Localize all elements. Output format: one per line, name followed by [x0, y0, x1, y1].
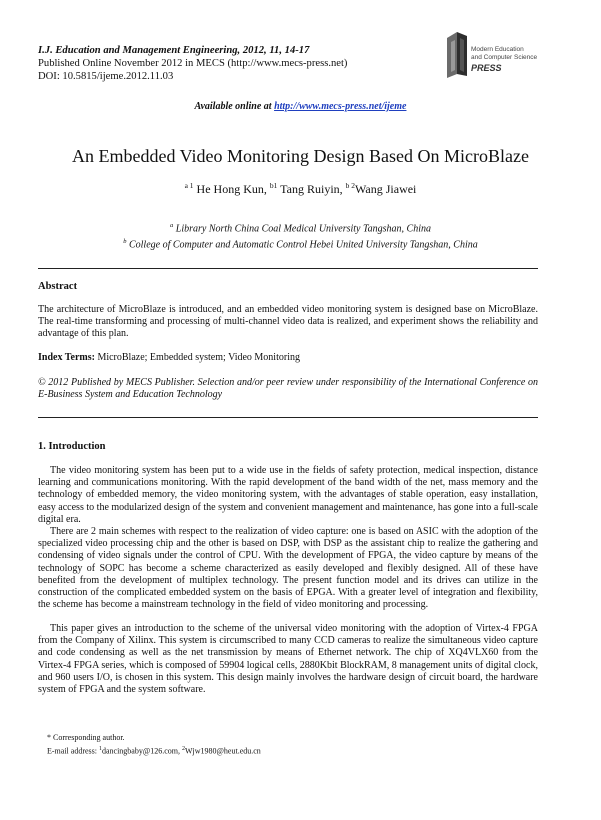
author-list: [0, 181, 601, 197]
affiliation-text: College of Computer and Automatic Control Hebei United University Tangshan, China: [128, 239, 478, 251]
author-name: He Hong Kun,: [196, 182, 267, 196]
divider: [38, 417, 538, 418]
doi: DOI: 10.5815/ijeme.2012.11.03: [38, 71, 174, 82]
affiliation: [0, 235, 601, 251]
mecs-press-logo: [445, 30, 555, 92]
affiliation-sup: b: [123, 238, 127, 246]
author-name: Wang Jiawei: [355, 182, 417, 196]
logo-line2: and Computer Science: [471, 54, 538, 61]
journal-citation: [38, 44, 418, 57]
divider: [38, 268, 538, 269]
email-address[interactable]: dancingbaby@126.com,: [101, 746, 180, 756]
introduction-heading: 1. Introduction: [38, 441, 106, 452]
journal-header: [38, 44, 418, 83]
abstract-heading: Abstract: [38, 281, 78, 292]
email-address[interactable]: Wjw1980@heut.edu.cn: [185, 746, 261, 756]
abstract-text: The architecture of MicroBlaze is introduced, and an embedded video monitoring system is designed base on MicroBlaze. The real-time transforming and processing of multi-channel video data is realized, and experiment shows the reliability and advantage of this plan.: [38, 304, 538, 340]
affiliations: [0, 219, 601, 252]
affiliation-sup: a: [170, 222, 174, 229]
affiliation: [0, 219, 601, 235]
author-sup: b 2: [345, 181, 356, 190]
index-terms: [38, 352, 538, 364]
email-label: E-mail address:: [47, 746, 97, 756]
index-terms-label: Index Terms:: [38, 352, 95, 363]
logo-line1: Modern Education: [471, 46, 524, 53]
footnote: [47, 733, 261, 757]
journal-link[interactable]: http://www.mecs-press.net/ijeme: [274, 101, 407, 112]
corresponding-author: * Corresponding author.: [47, 733, 125, 742]
index-terms-text: MicroBlaze; Embedded system; Video Monitoring: [97, 352, 300, 363]
logo-press: PRESS: [471, 63, 502, 73]
author-sup: b1: [269, 181, 278, 190]
email-sup: 1: [98, 745, 102, 752]
available-label: Available online at: [194, 101, 272, 112]
email-line: [47, 744, 261, 757]
paper-title: An Embedded Video Monitoring Design Based On MicroBlaze: [71, 146, 529, 166]
copyright-notice: © 2012 Published by MECS Publisher. Selection and/or peer review under responsibility of the International Conference on E-Business System and Education Technology: [38, 377, 538, 401]
author-name: Tang Ruiyin,: [280, 182, 343, 196]
available-online: [0, 101, 601, 112]
publication-info: Published Online November 2012 in MECS (http://www.mecs-press.net): [38, 58, 348, 69]
intro-paragraph: There are 2 main schemes with respect to the realization of video capture: one is based on ASIC with the adoption of the specialized video processing chip and the other is based on DSP, with DSP as the assistant chip to realize the gathering and condensing of video signals under the control of CPU. With the development of FPGA, the video capture by means of the technology of SOPC has become a scheme characterized as easily developed and flexibly designed. All of these have benefited from the development of multiplex technology. The present function model and its drives can utilize in the construction of the complicated embedded system on the basis of EPGA. With a greater level of integration and flexibility, the scheme has become a mainstream technology in the field of video monitoring and processing.: [38, 526, 538, 611]
affiliation-text: Library North China Coal Medical University Tangshan, China: [175, 223, 431, 235]
books-icon: [445, 30, 473, 80]
author-sup: a 1: [184, 181, 194, 190]
journal-year: 2012, 11, 14-17: [242, 45, 310, 56]
journal-name: I.J. Education and Management Engineering,: [38, 45, 241, 56]
email-sup: 2: [182, 745, 185, 752]
intro-paragraph: The video monitoring system has been put to a wide use in the fields of safety protection, medical inspection, distance learning and communications monitoring. With the rapid development of the band width of the net, mass memory and the technology of embedded memory, the video monitoring system, with the advantages of stable operation, easy installation, easy access to the modularized design of the system and convenient management and maintenance, has gone into a full-scale digital era.: [38, 465, 538, 525]
intro-paragraph: This paper gives an introduction to the scheme of the universal video monitoring with the adoption of Virtex-4 FPGA from the Company of Xilinx. This system is circumscribed to many CCD cameras to realize the simultaneous video capture and code condensing as well as the net transmission by means of Ethernet network. The chip of XQ4VLX60 from the Virtex-4 FPGA series, which is composed of 59904 logical cells, 2880Kbit BlockRAM, 8 management units of digital clock, and 960 users I/O, is chosen in this system. This design mainly involves the hardware design of circuit board, the hardware system of FPGA and the system software.: [38, 623, 538, 696]
